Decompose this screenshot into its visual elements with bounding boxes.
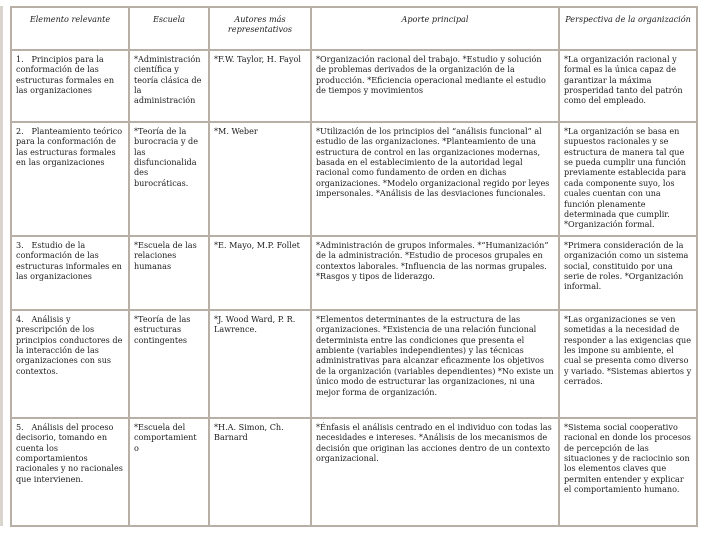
- row-number: 1.: [16, 54, 24, 64]
- table-row: [11, 122, 697, 236]
- cell-aporte: *Elementos determinantes de la estructura de las organizaciones. *Existencia de una relación funcional determinista entre las condiciones que presenta el ambiente (variables independientes) y las técnicas administrativas para alcanzar eficazmente los objetivos de la organización (variables dependientes) *No existe un único modo de estructurar las organizaciones, ni una mejor forma de organización.: [311, 310, 559, 418]
- row-number: 5.: [16, 422, 24, 432]
- elemento-text: Principios para la conformación de las estructuras formales en las organizaciones: [16, 54, 115, 96]
- cell-aporte: *Administración de grupos informales. *“Humanización” de la administración. *Estudio de procesos grupales en contextos laborales. *Influencia de las normas grupales. *Rasgos y tipos de liderazgo.: [311, 236, 559, 310]
- table-row: [11, 236, 697, 310]
- elemento-text: Estudio de la conformación de las estructuras informales en las organizaciones: [16, 240, 122, 282]
- cell-elemento: [11, 236, 129, 310]
- cell-aporte: *Utilización de los principios del “análisis funcional” al estudio de las organizaciones. *Planteamiento de una estructura de control en las organizaciones modernas, basada en el establecimiento de la autoridad legal racional como fundamento de orden en dichas organizaciones. *Modelo organizacional regido por leyes impersonales. *Análisis de las desviaciones funcionales.: [311, 122, 559, 236]
- cell-perspectiva: *La organización se basa en supuestos racionales y se estructura de manera tal que se pueda cumplir una función previamente establecida para cada componente suyo, los cuales cuentan con una función plenamente determinada que cumplir. *Organización formal.: [559, 122, 697, 236]
- cell-autores: *M. Weber: [209, 122, 311, 236]
- row-number: 4.: [16, 314, 24, 324]
- table-row: [11, 310, 697, 418]
- header-escuela: Escuela: [129, 7, 209, 50]
- cell-perspectiva: *Las organizaciones se ven sometidas a la necesidad de responder a las exigencias que les impone su ambiente, el cual se presenta como diverso y variado. *Sistemas abiertos y cerrados.: [559, 310, 697, 418]
- left-edge-bar: [0, 6, 3, 526]
- comparison-table: [10, 6, 698, 527]
- table-row: [11, 418, 697, 526]
- elemento-text: Planteamiento teórico para la conformación de las estructuras formales en las organizaciones: [16, 126, 123, 168]
- elemento-text: Análisis del proceso decisorio, tomando en cuenta los comportamientos racionales y no racionales que intervienen.: [16, 422, 123, 484]
- cell-elemento: [11, 418, 129, 526]
- header-perspectiva: Perspectiva de la organización: [559, 7, 697, 50]
- cell-perspectiva: *Sistema social cooperativo racional en donde los procesos de percepción de las situaciones y de raciocinio son los elementos claves que permiten entender y explicar el comportamiento humano.: [559, 418, 697, 526]
- cell-escuela: *Teoría de la burocracia y de las disfuncionalida des burocráticas.: [129, 122, 209, 236]
- header-aporte: Aporte principal: [311, 7, 559, 50]
- cell-autores: *E. Mayo, M.P. Follet: [209, 236, 311, 310]
- cell-autores: *J. Wood Ward, P. R. Lawrence.: [209, 310, 311, 418]
- cell-perspectiva: *La organización racional y formal es la única capaz de garantizar la máxima prosperidad tanto del patrón como del empleado.: [559, 50, 697, 122]
- row-number: 2.: [16, 126, 24, 136]
- cell-elemento: [11, 310, 129, 418]
- cell-escuela: *Teoría de las estructuras contingentes: [129, 310, 209, 418]
- cell-autores: *H.A. Simon, Ch. Barnard: [209, 418, 311, 526]
- header-elemento: Elemento relevante: [11, 7, 129, 50]
- cell-escuela: *Administración científica y teoría clásica de la administración: [129, 50, 209, 122]
- header-row: [11, 7, 697, 50]
- header-autores: Autores más representativos: [209, 7, 311, 50]
- cell-aporte: *Énfasis el análisis centrado en el individuo con todas las necesidades e intereses. *Análisis de los mecanismos de decisión que originan las acciones dentro de un contexto organizacional.: [311, 418, 559, 526]
- table-row: [11, 50, 697, 122]
- cell-autores: *F.W. Taylor, H. Fayol: [209, 50, 311, 122]
- cell-escuela: *Escuela del comportamient o: [129, 418, 209, 526]
- cell-perspectiva: *Primera consideración de la organización como un sistema social, constituido por una serie de roles. *Organización informal.: [559, 236, 697, 310]
- cell-elemento: [11, 50, 129, 122]
- elemento-text: Análisis y prescripción de los principios conductores de la interacción de las organizaciones con sus contextos.: [16, 314, 123, 376]
- cell-aporte: *Organización racional del trabajo. *Estudio y solución de problemas derivados de la organización de la producción. *Eficiencia operacional mediante el estudio de tiempos y movimientos: [311, 50, 559, 122]
- row-number: 3.: [16, 240, 24, 250]
- cell-elemento: [11, 122, 129, 236]
- cell-escuela: *Escuela de las relaciones humanas: [129, 236, 209, 310]
